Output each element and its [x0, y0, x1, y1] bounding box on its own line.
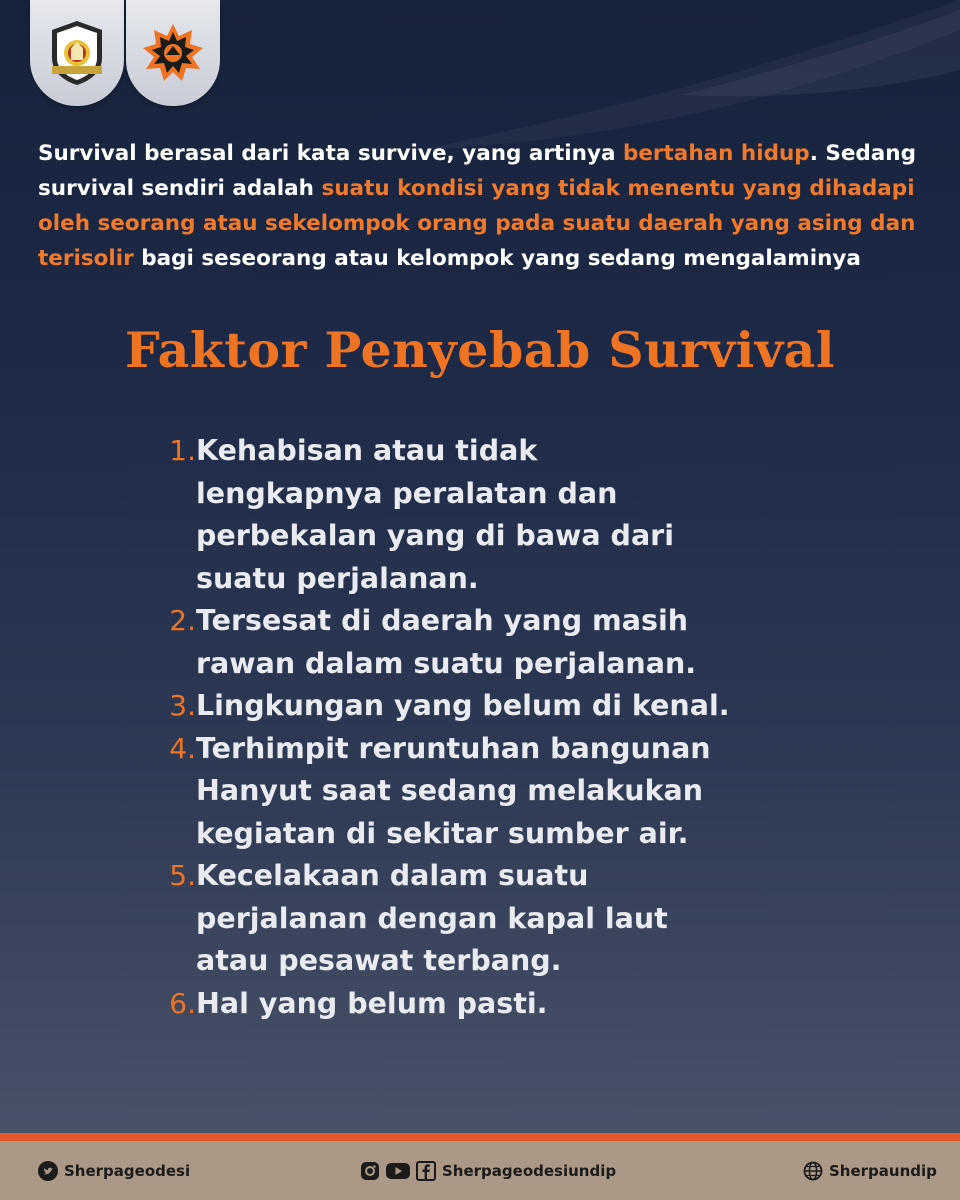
- factor-number: 4.: [169, 731, 196, 765]
- intro-text: Survival berasal dari kata survive, yang artinya: [38, 140, 623, 166]
- footer-bar: [0, 1141, 960, 1200]
- sherpa-logo-tab: [126, 0, 220, 106]
- factor-text: Hal yang belum pasti.: [196, 986, 548, 1020]
- youtube-icon: [386, 1162, 410, 1180]
- factor-text: Tersesat di daerah yang masih rawan dalam suatu perjalanan.: [196, 604, 697, 680]
- factor-number: 3.: [169, 689, 196, 722]
- factor-number: 5.: [169, 859, 196, 892]
- intro-highlight: suatu kondisi yang tidak menentu yang dihadapi oleh seorang atau sekelompok orang pada suatu daerah yang asing dan terisolir: [38, 175, 916, 271]
- intro-paragraph: [38, 136, 928, 276]
- facebook-icon: [416, 1161, 436, 1181]
- website-handle-label: Sherpaundip: [829, 1161, 937, 1180]
- factor-number: 1.: [169, 434, 196, 467]
- factor-item: [160, 430, 780, 600]
- globe-icon: [803, 1161, 823, 1181]
- intro-text: bagi seseorang atau kelompok yang sedang mengalaminya: [133, 245, 861, 271]
- factor-item: [160, 685, 780, 728]
- factor-text: Kecelakaan dalam suatu perjalanan dengan kapal laut atau pesawat terbang.: [196, 859, 668, 977]
- factor-item: [160, 855, 780, 983]
- intro-text: . Sedang survival sendiri adalah: [38, 140, 917, 201]
- factor-text: Kehabisan atau tidak lengkapnya peralatan dan perbekalan yang di bawa dari suatu perjalanan.: [196, 434, 675, 595]
- social-handle[interactable]: [360, 1141, 616, 1200]
- intro-highlight: bertahan hidup: [622, 140, 810, 166]
- factor-number: 6.: [169, 986, 196, 1020]
- sherpa-emblem-icon: [142, 22, 204, 84]
- website-handle[interactable]: [803, 1141, 937, 1200]
- university-logo-tab: [30, 0, 124, 106]
- factor-list: [160, 430, 780, 1025]
- factor-item: [160, 600, 780, 685]
- page-title: Faktor Penyebab Survival: [124, 321, 836, 379]
- twitter-handle[interactable]: [38, 1141, 190, 1200]
- twitter-handle-label: Sherpageodesi: [64, 1161, 191, 1180]
- factor-item: [160, 728, 780, 856]
- instagram-icon: [360, 1161, 380, 1181]
- social-handle-label: Sherpageodesiundip: [442, 1161, 617, 1180]
- factor-item: [160, 983, 780, 1026]
- factor-text: Lingkungan yang belum di kenal.: [196, 689, 730, 722]
- footer-accent-stripe: [0, 1133, 960, 1141]
- twitter-icon: [38, 1161, 58, 1181]
- factor-text: Terhimpit reruntuhan bangunan Hanyut saat sedang melakukan kegiatan di sekitar sumber air.: [196, 731, 711, 850]
- university-seal-icon: [48, 18, 106, 88]
- factor-number: 2.: [169, 604, 196, 637]
